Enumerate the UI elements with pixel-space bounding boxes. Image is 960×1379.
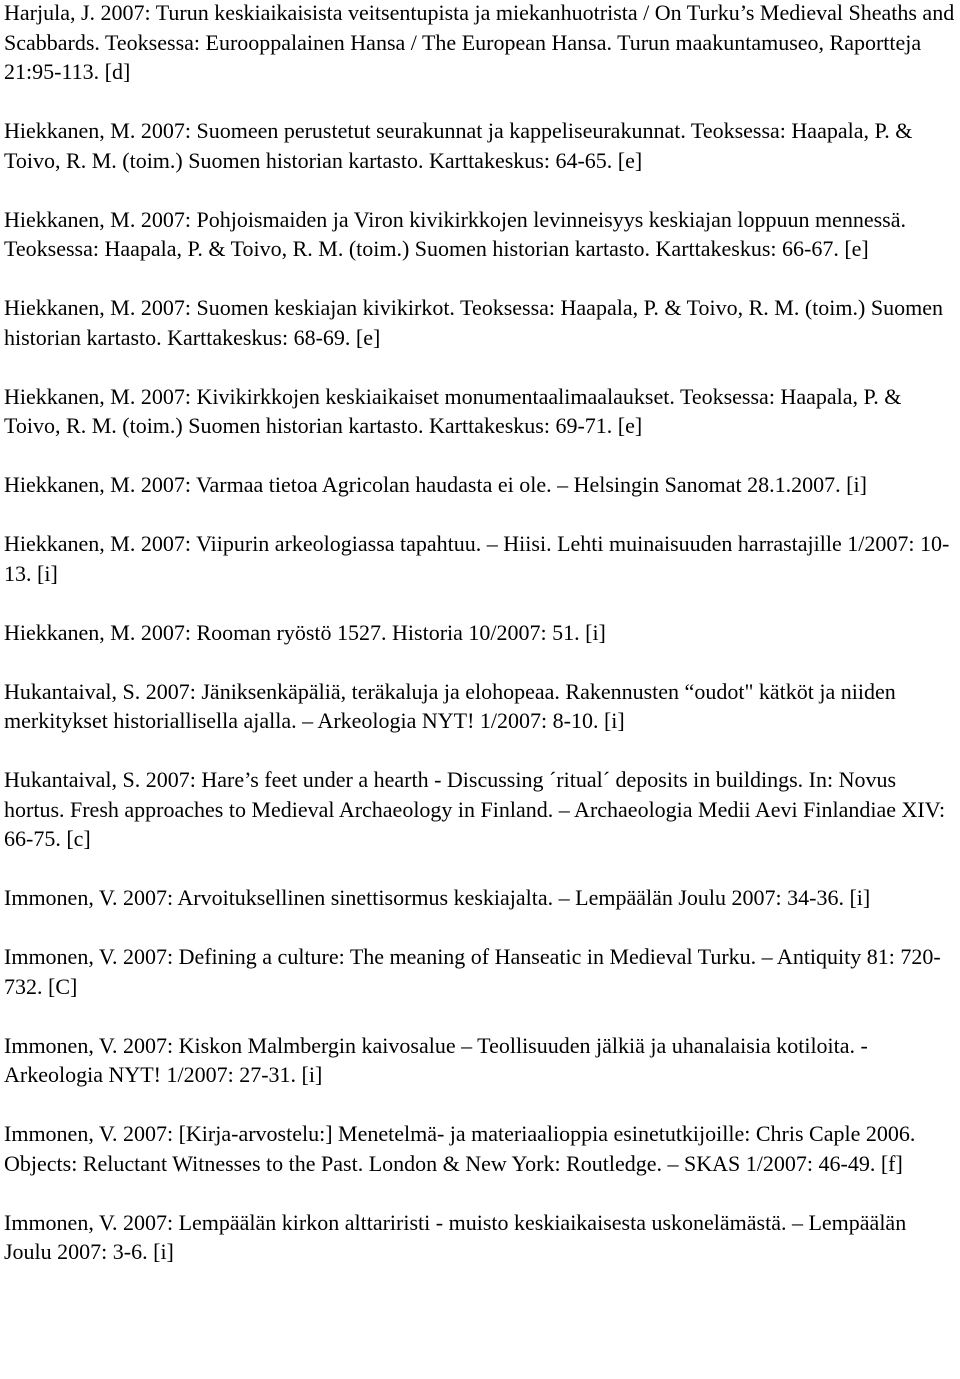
reference-entry: Immonen, V. 2007: Defining a culture: The meaning of Hanseatic in Medieval Turku. – Antiquity 81: 720-732. [C]	[4, 944, 941, 999]
reference-entry: Hiekkanen, M. 2007: Kivikirkkojen keskiaikaiset monumentaalimaalaukset. Teoksessa: Haapala, P. & Toivo, R. M. (toim.) Suomen historian kartasto. Karttakeskus: 69-71. [e]	[4, 383, 907, 438]
reference-entry: Hukantaival, S. 2007: Hare’s feet under a hearth - Discussing ´ritual´ deposits in buildings. In: Novus hortus. Fresh approaches to Medieval Archaeology in Finland. – Archaeologia Medii Aevi Finlandiae XIV: 66-75. [c]	[4, 767, 951, 851]
reference-entry: Harjula, J. 2007: Turun keskiaikaisista veitsentupista ja miekanhuotrista / On Turku’s Medieval Sheaths and Scabbards. Teoksessa: Eurooppalainen Hansa / The European Hansa. Turun maakuntamuseo, Raportteja 21:95-113. [d]	[4, 0, 960, 84]
reference-entry: Hiekkanen, M. 2007: Pohjoismaiden ja Viron kivikirkkojen levinneisyys keskiajan loppuun mennessä. Teoksessa: Haapala, P. & Toivo, R. M. (toim.) Suomen historian kartasto. Karttakeskus: 66-67. [e]	[4, 206, 912, 261]
reference-entry: Hiekkanen, M. 2007: Viipurin arkeologiassa tapahtuu. – Hiisi. Lehti muinaisuuden harrastajille 1/2007: 10-13. [i]	[4, 531, 950, 586]
reference-entry: Hiekkanen, M. 2007: Suomeen perustetut seurakunnat ja kappeliseurakunnat. Teoksessa: Haapala, P. & Toivo, R. M. (toim.) Suomen historian kartasto. Karttakeskus: 64-65. [e]	[4, 118, 918, 173]
reference-entry: Immonen, V. 2007: Kiskon Malmbergin kaivosalue – Teollisuuden jälkiä ja uhanalaisia kotiloita. - Arkeologia NYT! 1/2007: 27-31. [i]	[4, 1032, 873, 1087]
reference-entry: Hiekkanen, M. 2007: Suomen keskiajan kivikirkot. Teoksessa: Haapala, P. & Toivo, R. M. (toim.) Suomen historian kartasto. Karttakeskus: 68-69. [e]	[4, 295, 949, 350]
reference-entry: Hiekkanen, M. 2007: Rooman ryöstö 1527. Historia 10/2007: 51. [i]	[4, 619, 606, 645]
reference-entry: Immonen, V. 2007: Arvoituksellinen sinettisormus keskiajalta. – Lempäälän Joulu 2007: 34-36. [i]	[4, 885, 871, 910]
reference-entry: Hukantaival, S. 2007: Jäniksenkäpäliä, teräkaluja ja elohopeaa. Rakennusten “oudot" kätköt ja niiden merkitykset historiallisella ajalla. – Arkeologia NYT! 1/2007: 8-10. [i]	[4, 678, 902, 733]
reference-entry: Hiekkanen, M. 2007: Varmaa tietoa Agricolan haudasta ei ole. – Helsingin Sanomat 28.1.2007. [i]	[4, 472, 867, 497]
reference-entry: Immonen, V. 2007: [Kirja-arvostelu:] Menetelmä- ja materiaalioppia esinetutkijoille: Chris Caple 2006. Objects: Reluctant Witnesses to the Past. London & New York: Routledge. – SKAS 1/2007: 46-49. [f]	[4, 1121, 921, 1176]
reference-entry: Immonen, V. 2007: Lempäälän kirkon alttariristi - muisto keskiaikaisesta uskonelämästä. – Lempäälän Joulu 2007: 3-6. [i]	[4, 1209, 912, 1264]
